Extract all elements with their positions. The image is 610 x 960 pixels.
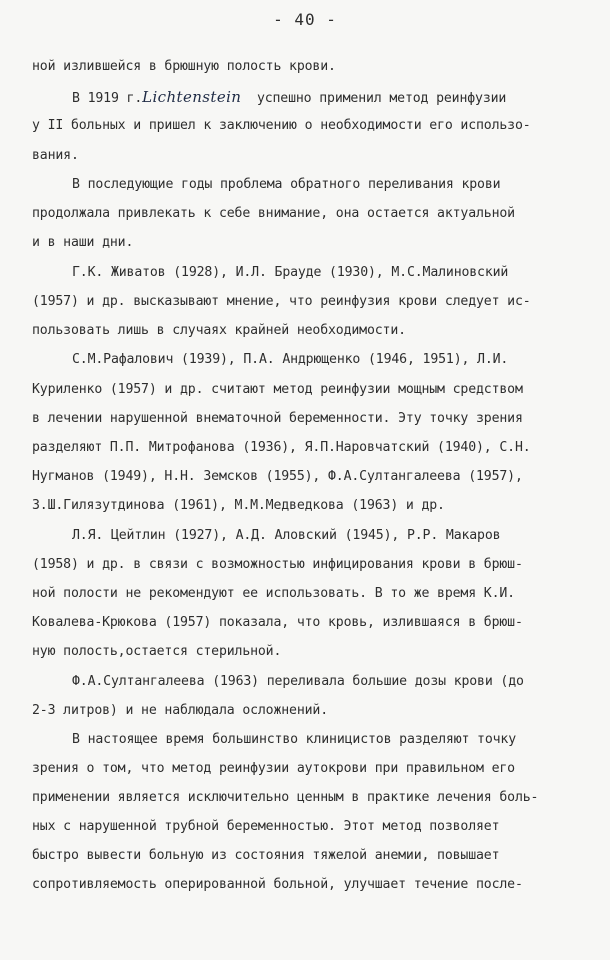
text-line: и в наши дни. bbox=[32, 235, 134, 250]
text-line: В настоящее время большинство клиницистов разделяют точку bbox=[72, 732, 517, 747]
text-line: разделяют П.П. Митрофанова (1936), Я.П.Наровчатский (1940), С.Н. bbox=[32, 440, 531, 455]
text-line: 2-3 литров) и не наблюдала осложнений. bbox=[32, 703, 329, 718]
text-line: зрения о том, что метод реинфузии аутокрови при правильном его bbox=[32, 761, 515, 776]
text-line: пользовать лишь в случаях крайней необходимости. bbox=[32, 323, 406, 338]
text-line: Л.Я. Цейтлин (1927), А.Д. Аловский (1945), Р.Р. Макаров bbox=[72, 528, 501, 543]
text-line: Нугманов (1949), Н.Н. Земсков (1955), Ф.А.Султангалеева (1957), bbox=[32, 469, 523, 484]
text-line: ной полости не рекомендуют ее использовать. В то же время К.И. bbox=[32, 586, 515, 601]
text-line: у II больных и пришел к заключению о необходимости его использо- bbox=[32, 118, 531, 133]
line-text-before: В 1919 г. bbox=[72, 91, 143, 106]
handwritten-name: Lichtenstein bbox=[142, 88, 242, 106]
text-line: продолжала привлекать к себе внимание, она остается актуальной bbox=[32, 206, 515, 221]
text-line: В последующие годы проблема обратного переливания крови bbox=[72, 177, 501, 192]
text-line: в лечении нарушенной внематочной беременности. Эту точку зрения bbox=[32, 411, 523, 426]
text-line: Г.К. Живатов (1928), И.Л. Брауде (1930), М.С.Малиновский bbox=[72, 265, 509, 280]
text-line bbox=[72, 88, 506, 108]
text-line: ной излившейся в брюшную полость крови. bbox=[32, 59, 336, 74]
text-line: Ф.А.Султангалеева (1963) переливала большие дозы крови (до bbox=[72, 674, 524, 689]
text-line: ных с нарушенной трубной беременностью. Этот метод позволяет bbox=[32, 819, 500, 834]
text-line: применении является исключительно ценным в практике лечения боль- bbox=[32, 790, 539, 805]
text-line: (1957) и др. высказывают мнение, что реинфузия крови следует ис- bbox=[32, 294, 531, 309]
text-line: С.М.Рафалович (1939), П.А. Андрющенко (1946, 1951), Л.И. bbox=[72, 352, 509, 367]
line-text-after: успешно применил метод реинфузии bbox=[241, 91, 507, 106]
text-line: вания. bbox=[32, 148, 79, 163]
text-line: Куриленко (1957) и др. считают метод реинфузии мощным средством bbox=[32, 382, 523, 397]
text-line: быстро вывести больную из состояния тяжелой анемии, повышает bbox=[32, 848, 500, 863]
text-line: сопротивляемость оперированной больной, улучшает течение после- bbox=[32, 877, 523, 892]
text-line: (1958) и др. в связи с возможностью инфицирования крови в брюш- bbox=[32, 557, 523, 572]
text-line: З.Ш.Гилязутдинова (1961), М.М.Медведкова (1963) и др. bbox=[32, 498, 445, 513]
text-line: ную полость,остается стерильной. bbox=[32, 644, 282, 659]
page-number: - 40 - bbox=[273, 10, 337, 29]
text-line: Ковалева-Крюкова (1957) показала, что кровь, излившаяся в брюш- bbox=[32, 615, 523, 630]
